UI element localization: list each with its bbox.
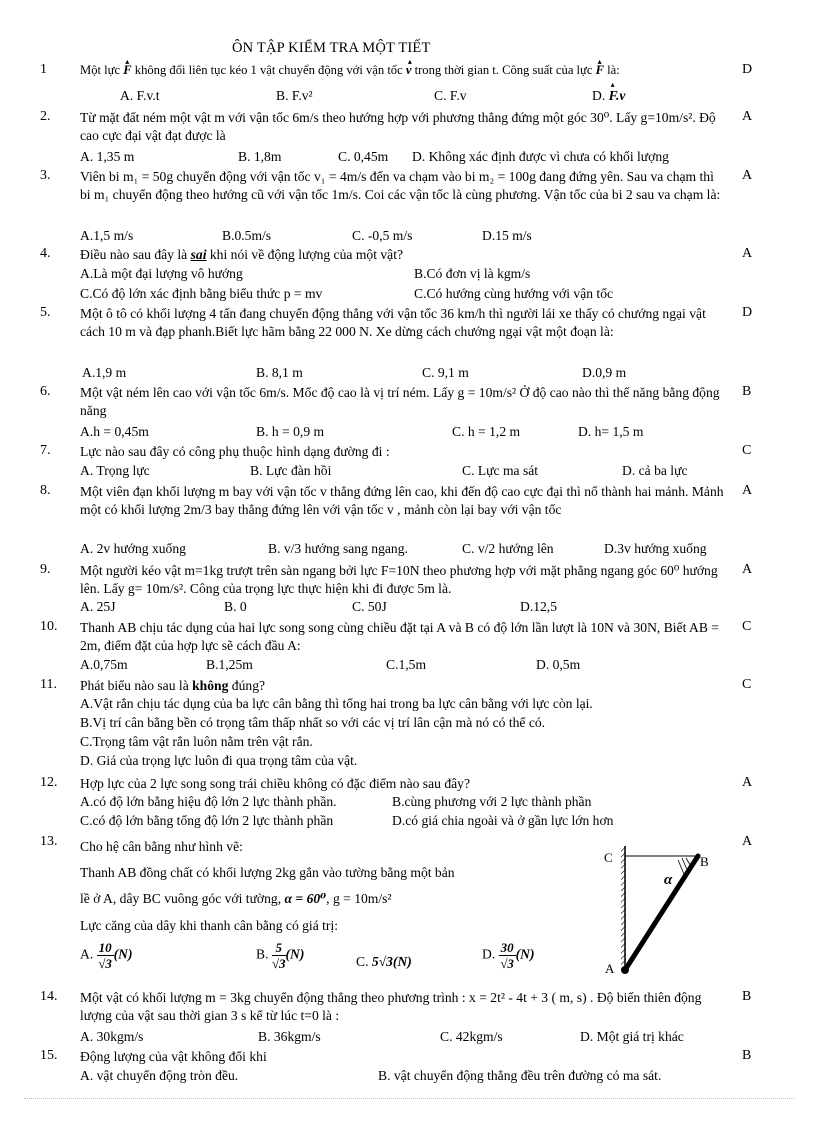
option-b: B. 36kgm/s (258, 1029, 321, 1044)
question-number: 5. (40, 305, 51, 320)
option-d: D. ▴ F.v (592, 88, 625, 104)
option-a: A. 25J (80, 599, 116, 614)
question-text: Hợp lực của 2 lực song song trái chiều không có đặc điểm nào sau đây? (80, 776, 470, 791)
option-c: C. v/2 hướng lên (462, 541, 554, 556)
hinge-a (621, 966, 629, 974)
option-d: D. cả ba lực (622, 463, 688, 478)
option-c: C.1,5m (386, 657, 427, 672)
question-number: 8. (40, 483, 51, 498)
option-a: A. Trọng lực (80, 463, 150, 478)
question-text: Điều nào sau đây là sai khi nói về động lượng của một vật? (80, 247, 404, 262)
question-text: Một người kéo vật m=1kg trượt trên sàn ngang bởi lực F=10N theo phương hợp với mặt phẳng ngang góc 60⁰ hướng lên. Lấy g= 10m/s². Công của trọng lực thực hiện khi đi được 5m là. (80, 563, 718, 596)
rod-wall-diagram (600, 838, 730, 978)
answer-key: D (742, 62, 753, 77)
question-number: 15. (40, 1048, 58, 1063)
option-c: C.Trọng tâm vật rắn luôn nằm trên vật rắn. (80, 734, 313, 749)
question-number: 6. (40, 384, 51, 399)
option-d: D.15 m/s (482, 228, 532, 243)
option-b: B. $\frac{5}{√3}$ (N) (256, 940, 305, 971)
question-number: 4. (40, 246, 51, 261)
option-a: A. 1,35 m (80, 149, 135, 164)
option-b: B. 0 (224, 599, 247, 614)
option-b: B. 8,1 m (256, 365, 303, 380)
option-a: A. 2v hướng xuống (80, 541, 186, 556)
answer-key: C (742, 677, 752, 692)
question-number: 1 (40, 62, 47, 77)
option-c: C. 50J (352, 599, 387, 614)
option-c: C. 42kgm/s (440, 1029, 503, 1044)
label-alpha: α (664, 872, 673, 888)
option-a: A.Vật rắn chịu tác dụng của ba lực cân bằng thì tổng hai trong ba lực cân bằng với lực còn lại. (80, 696, 593, 711)
answer-key: A (742, 562, 753, 577)
answer-key: A (742, 246, 753, 261)
question-number: 12. (40, 775, 58, 790)
option-a: A. vật chuyển động tròn đều. (80, 1068, 239, 1083)
question-number: 9. (40, 562, 51, 577)
question-text: Một vật ném lên cao với vận tốc 6m/s. Mốc độ cao là vị trí ném. Lấy g = 10m/s² Ở độ cao nào thì thế năng bằng động năng (80, 385, 720, 418)
answer-key: C (742, 619, 752, 634)
option-b: B. vật chuyển động thẳng đều trên đường có ma sát. (378, 1068, 662, 1083)
option-a: A.h = 0,45m (80, 424, 149, 439)
answer-key: B (742, 989, 752, 1004)
option-d: D. Một giá trị khác (580, 1029, 684, 1044)
option-c: C. 9,1 m (422, 365, 469, 380)
option-a: A. F.v.t (120, 88, 160, 103)
option-b: B.1,25m (206, 657, 253, 672)
question-number: 14. (40, 989, 58, 1004)
option-c: C. -0,5 m/s (352, 228, 413, 243)
answer-key: C (742, 443, 752, 458)
option-a: A.0,75m (80, 657, 128, 672)
option-d: D. h= 1,5 m (578, 424, 644, 439)
option-d: D.12,5 (520, 599, 558, 614)
question-number: 13. (40, 834, 58, 849)
question-number: 10. (40, 619, 58, 634)
answer-key: A (742, 834, 753, 849)
option-d: D.0,9 m (582, 365, 627, 380)
label-b: B (700, 854, 709, 869)
vector-f: ▴ F (123, 62, 131, 80)
option-b: B.Có đơn vị là kgm/s (414, 266, 531, 281)
answer-key: A (742, 775, 753, 790)
label-a: A (605, 961, 615, 976)
option-d: C.Có hướng cùng hướng với vận tốc (414, 286, 614, 301)
question-text: Viên bi m₁ = 50g chuyển động với vận tốc v₁ = 4m/s đến va chạm vào bi m₂ = 100g đang đứng yên. Sau va chạm thì bi m₁ chuyển động theo hướng cũ với vận tốc 1m/s. Coi các vận tốc là cùng phương. Vận tốc của bi 2 sau va chạm là: (80, 169, 721, 202)
question-text: Một vật có khối lượng m = 3kg chuyển động thẳng theo phương trình : x = 2t² - 4t + 3 ( m, s) . Độ biến thiên động lượng của vật sau thời gian 3 s kể từ lúc t=0 là : (80, 990, 702, 1023)
option-d: D. $\frac{30}{√3}$ (N) (482, 940, 535, 971)
option-b: B. v/3 hướng sang ngang. (268, 541, 408, 556)
option-d: D.có giá chia ngoài và ở gần lực lớn hơn (392, 813, 614, 828)
question-text: Một lực ▴ F không đổi liên tục kéo 1 vật chuyển động với vận tốc ▴ v trong thời gian t. Công suất của lực ▴ F là: (80, 62, 740, 80)
answer-key: B (742, 384, 752, 399)
label-c: C (604, 850, 613, 865)
option-b: B.Vị trí cân bằng bền có trọng tâm thấp nhất so với các vị trí lân cận mà nó có thể có. (80, 715, 546, 730)
fraction: $\frac{10}{√3}$ (98, 940, 112, 971)
option-a: A. 30kgm/s (80, 1029, 144, 1044)
question-number: 2. (40, 109, 51, 124)
option-b: B.0.5m/s (222, 228, 272, 243)
option-a: A.Là một đại lượng vô hướng (80, 266, 243, 281)
question-text: Một ô tô có khối lượng 4 tấn đang chuyển động thẳng với vận tốc 36 km/h thì người lái xe thấy có chướng ngại vật cách 10 m và đạp phanh.Biết lực hãm bằng 22 000 N. Xe dừng cách chướng ngại vật một đoạn là: (80, 306, 706, 339)
question-text: Thanh AB chịu tác dụng của hai lực song song cùng chiều đặt tại A và B có độ lớn lần lượt là 10N và 30N, Biết AB = 2m, điểm đặt của hợp lực sẽ cách đầu A: (80, 620, 719, 653)
option-d: D. 0,5m (536, 657, 581, 672)
option-a: A.1,5 m/s (80, 228, 134, 243)
question-number: 11. (40, 677, 57, 692)
answer-key: B (742, 1048, 752, 1063)
question-text: Một viên đạn khối lượng m bay với vận tốc v thẳng đứng lên cao, khi đến độ cao cực đại thì nổ thành hai mảnh. Mảnh một có khối lượng 2m/3 bay thẳng đứng lên với vận tốc v , mảnh còn lại bay với vận tốc (80, 484, 724, 517)
option-c: C. 0,45m (338, 149, 389, 164)
question-text: Lực nào sau đây có công phụ thuộc hình dạng đường đi : (80, 444, 390, 459)
answer-key: A (742, 483, 753, 498)
option-b: B. Lực đàn hồi (250, 463, 332, 478)
option-d: D. Không xác định được vì chưa có khối lượng (412, 149, 669, 164)
option-c: C. F.v (434, 88, 467, 103)
option-b: B.cùng phương với 2 lực thành phần (392, 794, 592, 809)
option-b: B. 1,8m (238, 149, 282, 164)
question-number: 7. (40, 443, 51, 458)
option-b: B. h = 0,9 m (256, 424, 325, 439)
option-c: C. h = 1,2 m (452, 424, 521, 439)
option-c: C.có độ lớn bằng tổng độ lớn 2 lực thành phần (80, 813, 334, 828)
option-c: C.Có độ lớn xác định bằng biểu thức p = mv (80, 286, 323, 301)
option-a: A. $\frac{10}{√3}$ (N) (80, 940, 133, 971)
answer-key: A (742, 168, 753, 183)
question-number: 3. (40, 168, 51, 183)
fraction: $\frac{30}{√3}$ (500, 940, 514, 971)
vector-v: ▴ v (406, 62, 412, 80)
question-text-line-4: Lực căng của dây khi thanh cân bằng có giá trị: (80, 918, 338, 933)
option-c: C. 5√3(N) (356, 954, 412, 969)
option-d: D. Giá của trọng lực luôn đi qua trọng tâm của vật. (80, 753, 358, 768)
option-a: A.1,9 m (82, 365, 127, 380)
answer-key: A (742, 109, 753, 124)
answer-key: D (742, 305, 753, 320)
option-c: C. Lực ma sát (462, 463, 539, 478)
question-text: Từ mặt đất ném một vật m với vận tốc 6m/s theo hướng hợp với phương thẳng đứng một góc 30⁰. Lấy g=10m/s². Độ cao cực đại vật đạt được là (80, 110, 716, 143)
page-title: ÔN TẬP KIỂM TRA MỘT TIẾT (232, 40, 431, 56)
question-text: Động lượng của vật không đổi khi (80, 1049, 267, 1064)
option-d: D.3v hướng xuống (604, 541, 707, 556)
fraction: $\frac{5}{√3}$ (271, 940, 286, 971)
rod-ab (625, 856, 698, 970)
page-bottom-divider (24, 1098, 794, 1099)
option-b: B. F.v² (276, 88, 313, 103)
vector-product: ▴ F.v (609, 88, 626, 104)
option-a: A.có độ lớn bằng hiệu độ lớn 2 lực thành phần. (80, 794, 337, 809)
question-text: Cho hệ cân bằng như hình vẽ: (80, 839, 243, 854)
question-text-line-3: lề ở A, dây BC vuông góc với tường, α = 60⁰, g = 10m/s² (80, 891, 392, 906)
vector-f: ▴ F (596, 62, 604, 80)
question-text: Phát biểu nào sau là không đúng? (80, 678, 266, 693)
question-text-line-2: Thanh AB đồng chất có khối lượng 2kg gắn vào tường bằng một bản (80, 865, 455, 880)
